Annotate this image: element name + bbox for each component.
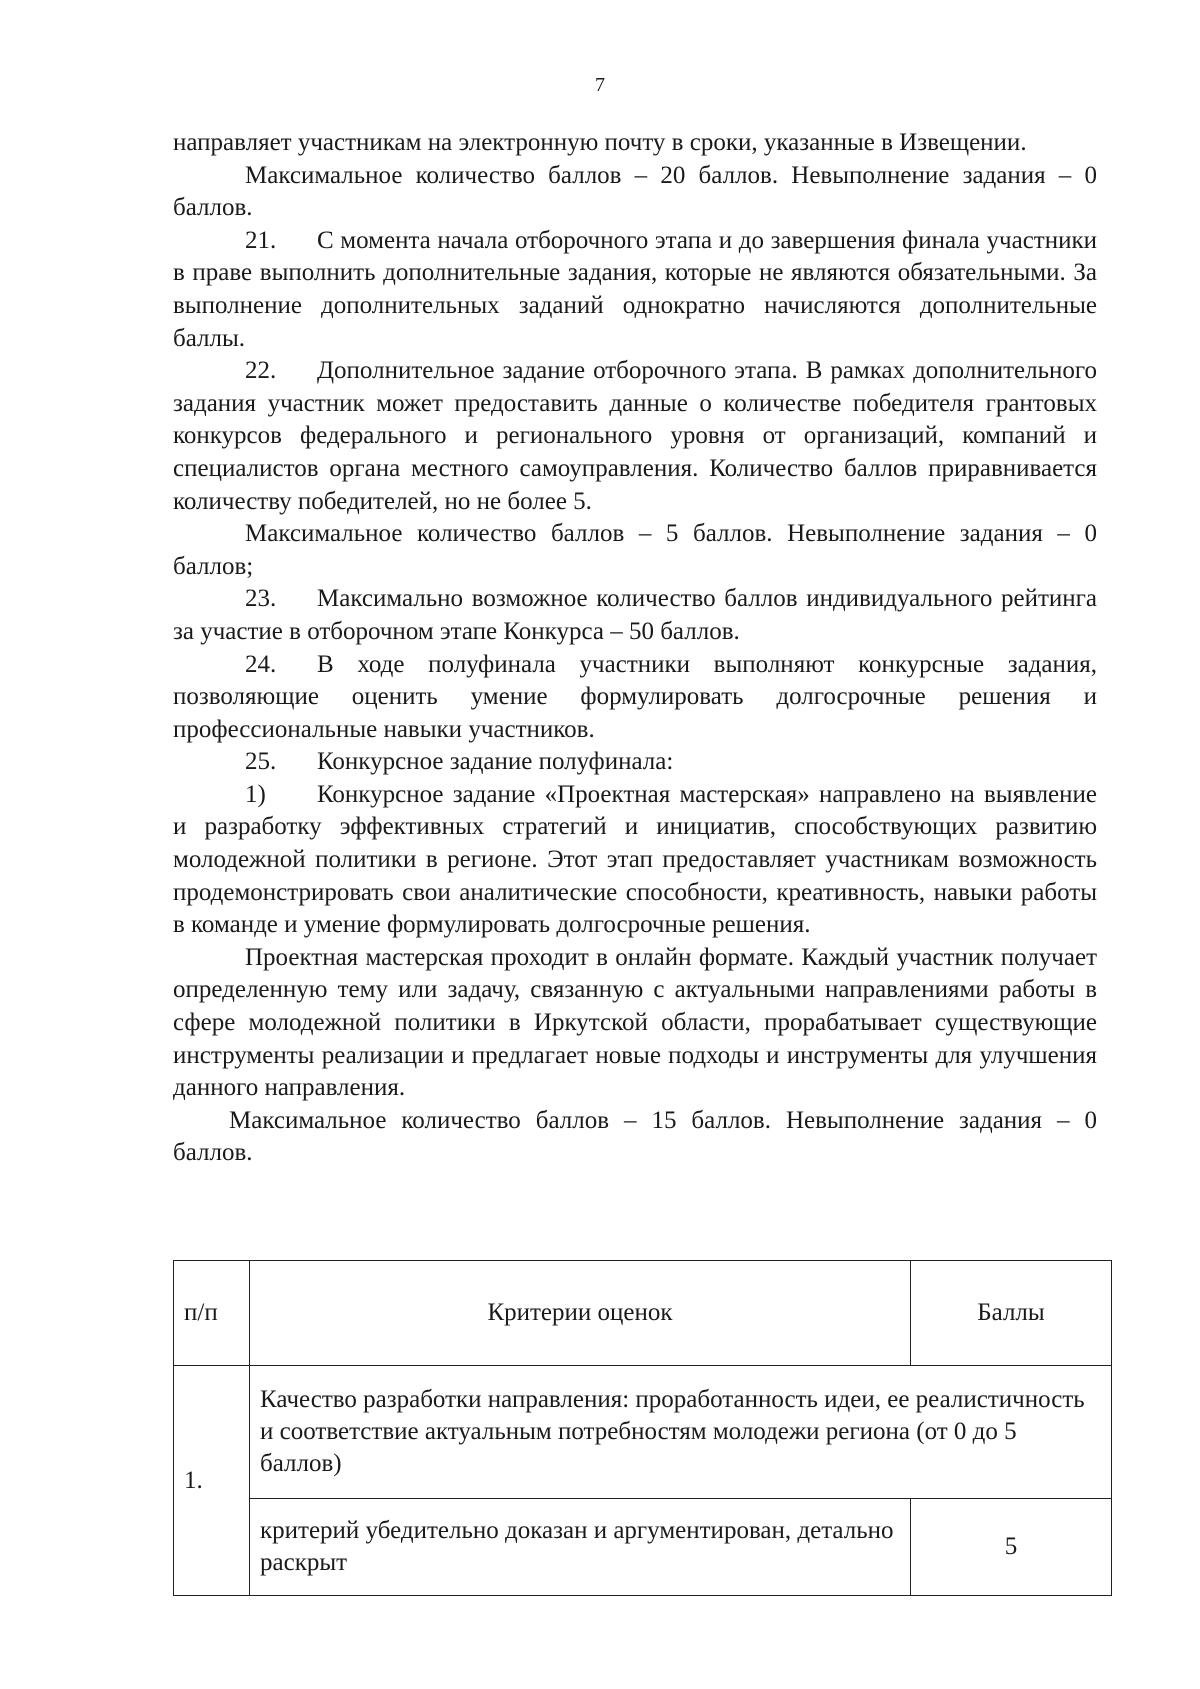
subitem-1 — [173, 779, 1097, 942]
paragraph-22 — [173, 355, 1097, 518]
paragraph-24 — [173, 649, 1097, 747]
paragraph-23 — [173, 583, 1097, 648]
row-number: 1. — [174, 1366, 250, 1596]
header-number: п/п — [174, 1261, 250, 1366]
criterion-level-text: критерий убедительно доказан и аргументирован, детально раскрыт — [250, 1499, 911, 1596]
table-row — [174, 1366, 1112, 1499]
paragraph-max-score-20: Максимальное количество баллов – 20 баллов. Невыполнение задания – 0 баллов. — [173, 161, 1097, 222]
table-row — [174, 1499, 1112, 1596]
item-text: Максимально возможное количество баллов индивидуального рейтинга за участие в отборочном этапе Конкурса – 50 баллов. — [173, 585, 1097, 645]
paragraph-21 — [173, 225, 1097, 355]
paragraph-25 — [173, 746, 1097, 779]
item-number: 24. — [245, 650, 277, 678]
item-number: 1) — [245, 780, 266, 808]
document-body — [173, 127, 1097, 1170]
paragraph-workshop: Проектная мастерская проходит в онлайн формате. Каждый участник получает определенную тему или задачу, связанную с актуальными направлениями работы в сфере молодежной политики в Иркутской области, прорабатывает существующие инструменты реализации и предлагает новые подходы и инструменты для улучшения данного направления. — [173, 943, 1097, 1102]
criterion-score: 5 — [911, 1499, 1112, 1596]
item-text: Конкурсное задание полуфинала: — [317, 748, 674, 776]
header-criteria: Критерии оценок — [250, 1261, 911, 1366]
item-number: 25. — [245, 748, 277, 776]
item-text: Конкурсное задание «Проектная мастерская» направлено на выявление и разработку эффективных стратегий и инициатив, способствующих развитию молодежной политики в регионе. Этот этап предоставляет участникам возможность продемонстрировать свои аналитические способности, креативность, навыки работы в команде и умение формулировать долгосрочные решения. — [173, 780, 1097, 939]
table-header-row — [174, 1261, 1112, 1366]
item-text: С момента начала отборочного этапа и до завершения финала участники в праве выполнить дополнительные задания, которые не являются обязательными. За выполнение дополнительных заданий однократно начисляются дополнительные баллы. — [173, 226, 1097, 352]
paragraph-max-score-5: Максимальное количество баллов – 5 баллов. Невыполнение задания – 0 баллов; — [173, 520, 1097, 580]
criterion-text: Качество разработки направления: проработанность идеи, ее реалистичность и соответствие актуальным потребностям молодежи региона (от 0 до 5 баллов) — [250, 1366, 1112, 1499]
paragraph-continuation: направляет участникам на электронную почту в сроки, указанные в Извещении. — [173, 129, 1027, 156]
header-score: Баллы — [911, 1261, 1112, 1366]
item-number: 23. — [245, 585, 277, 613]
item-number: 22. — [245, 357, 277, 385]
item-number: 21. — [245, 226, 277, 254]
paragraph-max-score-15: Максимальное количество баллов – 15 баллов. Невыполнение задания – 0 баллов. — [173, 1106, 1097, 1167]
criteria-table — [173, 1260, 1112, 1596]
page-number: 7 — [595, 74, 605, 96]
item-text: Дополнительное задание отборочного этапа. В рамках дополнительного задания участник может предоставить данные о количестве победителя грантовых конкурсов федерального и регионального уровня от организаций, компаний и специалистов органа местного самоуправления. Количество баллов приравнивается количеству победителей, но не более 5. — [173, 357, 1097, 515]
item-text: В ходе полуфинала участники выполняют конкурсные задания, позволяющие оценить умение формулировать долгосрочные решения и профессиональные навыки участников. — [173, 650, 1097, 743]
